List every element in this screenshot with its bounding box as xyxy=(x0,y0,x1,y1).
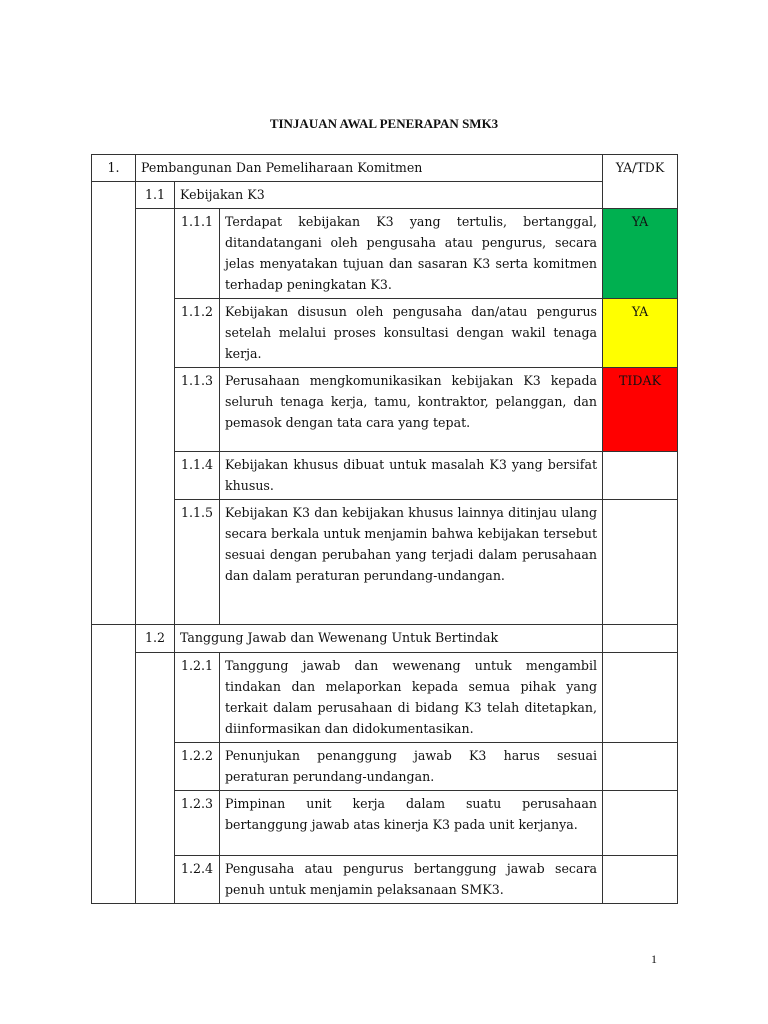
answer-cell[interactable] xyxy=(603,791,678,856)
answer-column-header: YA/TDK xyxy=(603,155,678,209)
table-row xyxy=(92,856,678,904)
checklist-table xyxy=(91,154,678,904)
item-number: 1.2.3 xyxy=(175,791,220,856)
section-row xyxy=(92,155,678,182)
item-text: Kebijakan K3 dan kebijakan khusus lainnya ditinjau ulang secara berkala untuk menjamin bahwa kebijakan tersebut sesuai dengan perubahan yang terjadi dalam perusahaan dan dalam peraturan perundang-undangan. xyxy=(220,500,603,625)
item-text: Kebijakan khusus dibuat untuk masalah K3 yang bersifat khusus. xyxy=(220,452,603,500)
subsection-spacer xyxy=(136,653,175,904)
item-text: Kebijakan disusun oleh pengusaha dan/atau pengurus setelah melalui proses konsultasi dengan wakil tenaga kerja. xyxy=(220,299,603,368)
table-row xyxy=(92,368,678,452)
item-text: Tanggung jawab dan wewenang untuk mengambil tindakan dan melaporkan kepada semua pihak yang terkait dalam perusahaan di bidang K3 telah ditetapkan, diinformasikan dan didokumentasikan. xyxy=(220,653,603,743)
item-number: 1.1.5 xyxy=(175,500,220,625)
section-number: 1. xyxy=(92,155,136,182)
table-row xyxy=(92,791,678,856)
subsection-row xyxy=(92,182,678,209)
table-row xyxy=(92,299,678,368)
subsection-title: Kebijakan K3 xyxy=(175,182,603,209)
table-row xyxy=(92,743,678,791)
section-spacer xyxy=(92,182,136,625)
item-text: Terdapat kebijakan K3 yang tertulis, bertanggal, ditandatangani oleh pengusaha atau pengurus, secara jelas menyatakan tujuan dan sasaran K3 serta komitmen terhadap peningkatan K3. xyxy=(220,209,603,299)
subsection-title: Tanggung Jawab dan Wewenang Untuk Bertindak xyxy=(175,625,603,653)
subsection-number: 1.2 xyxy=(136,625,175,653)
subsection-row xyxy=(92,625,678,653)
item-number: 1.2.2 xyxy=(175,743,220,791)
item-number: 1.2.1 xyxy=(175,653,220,743)
item-text: Pengusaha atau pengurus bertanggung jawab secara penuh untuk menjamin pelaksanaan SMK3. xyxy=(220,856,603,904)
table-row xyxy=(92,500,678,625)
item-number: 1.1.4 xyxy=(175,452,220,500)
answer-cell[interactable] xyxy=(603,743,678,791)
answer-cell[interactable]: YA xyxy=(603,299,678,368)
table-row xyxy=(92,209,678,299)
section-title: Pembangunan Dan Pemeliharaan Komitmen xyxy=(136,155,603,182)
answer-cell[interactable]: TIDAK xyxy=(603,368,678,452)
item-text: Penunjukan penanggung jawab K3 harus sesuai peraturan perundang-undangan. xyxy=(220,743,603,791)
section-spacer xyxy=(92,625,136,904)
answer-cell[interactable] xyxy=(603,653,678,743)
page-number: 1 xyxy=(651,952,657,966)
page-title: TINJAUAN AWAL PENERAPAN SMK3 xyxy=(269,116,499,131)
item-number: 1.2.4 xyxy=(175,856,220,904)
table-row xyxy=(92,653,678,743)
item-text: Pimpinan unit kerja dalam suatu perusahaan bertanggung jawab atas kinerja K3 pada unit kerjanya. xyxy=(220,791,603,856)
subsection-spacer xyxy=(136,209,175,625)
answer-cell[interactable] xyxy=(603,452,678,500)
table-row xyxy=(92,452,678,500)
answer-cell xyxy=(603,625,678,653)
answer-cell[interactable]: YA xyxy=(603,209,678,299)
answer-cell[interactable] xyxy=(603,856,678,904)
answer-cell[interactable] xyxy=(603,500,678,625)
subsection-number: 1.1 xyxy=(136,182,175,209)
item-number: 1.1.1 xyxy=(175,209,220,299)
item-number: 1.1.3 xyxy=(175,368,220,452)
item-text: Perusahaan mengkomunikasikan kebijakan K3 kepada seluruh tenaga kerja, tamu, kontraktor, pelanggan, dan pemasok dengan tata cara yang tepat. xyxy=(220,368,603,452)
item-number: 1.1.2 xyxy=(175,299,220,368)
